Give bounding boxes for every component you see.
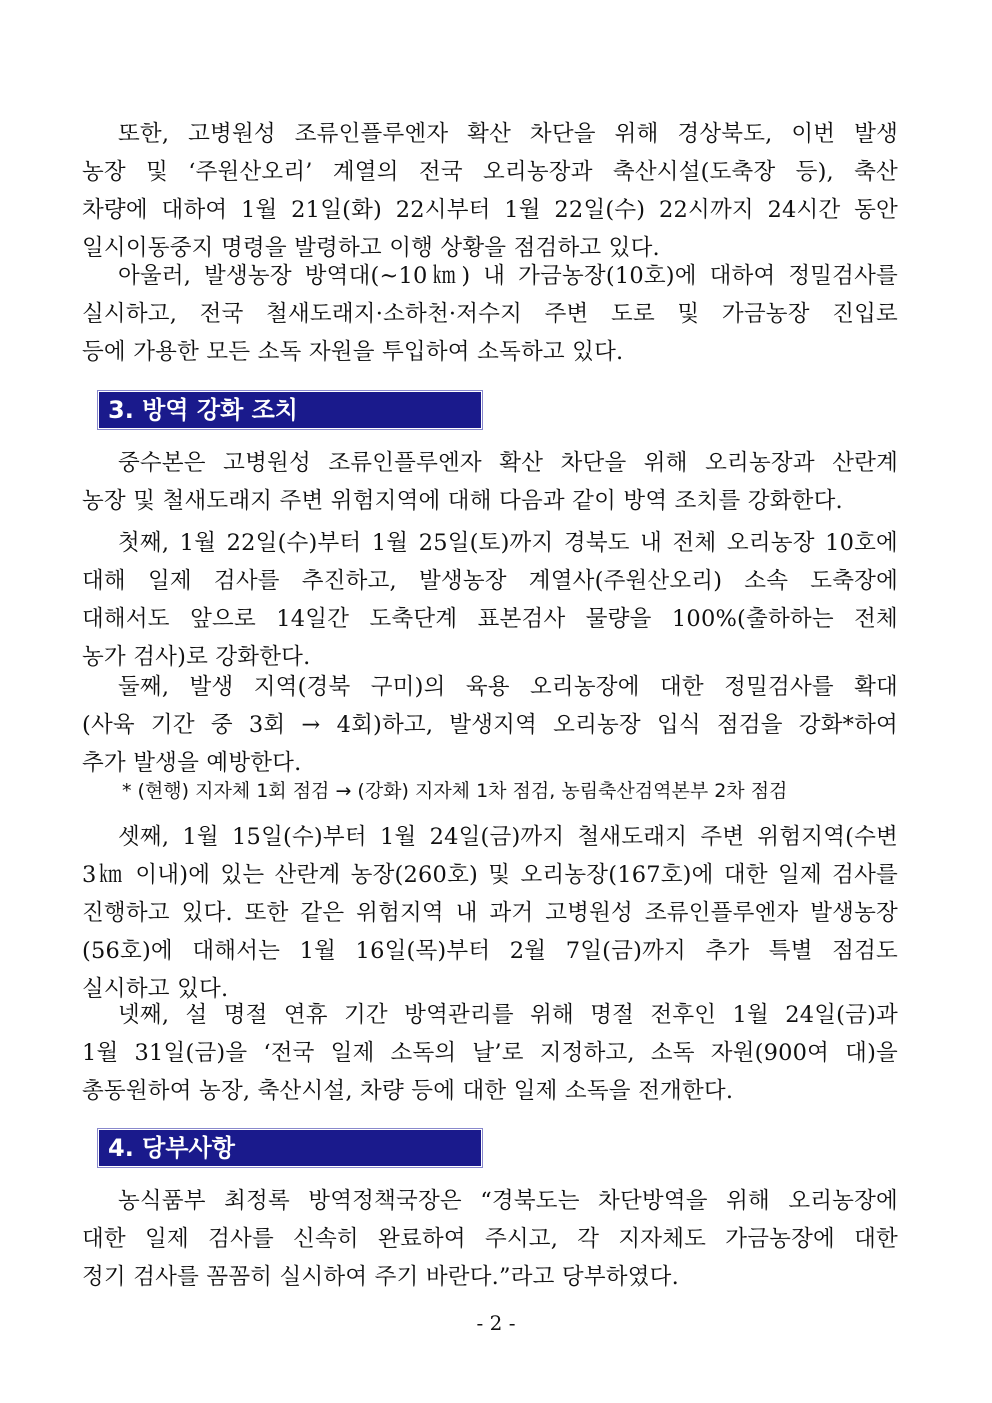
text-line: 진행하고 있다. 또한 같은 위험지역 내 과거 고병원성 조류인플루엔자 발생농장 — [82, 900, 898, 926]
text-line: 차량에 대하여 1월 21일(화) 22시부터 1월 22일(수) 22시까지 24시간 동안 — [82, 197, 898, 223]
paragraph-third — [82, 818, 898, 1008]
text-line: 대해 일제 검사를 추진하고, 발생농장 계열사(주원산오리) 소속 도축장에 — [82, 568, 898, 594]
text-line: 농식품부 최정록 방역정책국장은 “경북도는 차단방역을 위해 오리농장에 — [118, 1188, 898, 1214]
page-number: - 2 - — [476, 1311, 516, 1335]
text-line: 대해서도 앞으로 14일간 도축단계 표본검사 물량을 100%(출하하는 전체 — [82, 606, 898, 632]
section-3-heading — [97, 390, 483, 430]
paragraph-disinfection — [82, 257, 898, 371]
text-line: 넷째, 설 명절 연휴 기간 방역관리를 위해 명절 전후인 1월 24일(금)과 — [118, 1002, 898, 1028]
text-line: 실시하고 있다. — [82, 976, 229, 1002]
paragraph-movement-ban — [82, 115, 898, 267]
text-line: 정기 검사를 꼼꼼히 실시하여 주기 바란다.”라고 당부하였다. — [82, 1264, 679, 1290]
text-line: 또한, 고병원성 조류인플루엔자 확산 차단을 위해 경상북도, 이번 발생 — [118, 121, 898, 147]
text-line: (사육 기간 중 3회 → 4회)하고, 발생지역 오리농장 입식 점검을 강화*하여 — [82, 712, 898, 738]
text-line: 중수본은 고병원성 조류인플루엔자 확산 차단을 위해 오리농장과 산란계 — [118, 450, 898, 476]
text-line: 추가 발생을 예방한다. — [82, 750, 302, 776]
paragraph-first — [82, 524, 898, 676]
section-3-title: 3. 방역 강화 조치 — [108, 396, 298, 424]
footnote: * (현행) 지자체 1회 점검 → (강화) 지자체 1차 점검, 농림축산검역본부 2차 점검 — [122, 780, 788, 802]
text-line: 첫째, 1월 22일(수)부터 1월 25일(토)까지 경북도 내 전체 오리농장 10호에 — [118, 530, 898, 556]
text-line: 아울러, 발생농장 방역대(~10㎞) 내 가금농장(10호)에 대하여 정밀검사를 — [118, 263, 898, 289]
text-line: 일시이동중지 명령을 발령하고 이행 상황을 점검하고 있다. — [82, 235, 660, 261]
text-line: 등에 가용한 모든 소독 자원을 투입하여 소독하고 있다. — [82, 339, 624, 365]
text-line: 3㎞ 이내)에 있는 산란계 농장(260호) 및 오리농장(167호)에 대한 일제 검사를 — [82, 862, 898, 888]
text-line: 둘째, 발생 지역(경북 구미)의 육용 오리농장에 대한 정밀검사를 확대 — [118, 674, 898, 700]
text-line: 셋째, 1월 15일(수)부터 1월 24일(금)까지 철새도래지 주변 위험지역(수변 — [118, 824, 898, 850]
text-line: 대한 일제 검사를 신속히 완료하여 주시고, 각 지자체도 가금농장에 대한 — [82, 1226, 898, 1252]
text-line: 실시하고, 전국 철새도래지·소하천·저수지 주변 도로 및 가금농장 진입로 — [82, 301, 898, 327]
text-line: 농장 및 철새도래지 주변 위험지역에 대해 다음과 같이 방역 조치를 강화한다. — [82, 488, 843, 514]
section-4-title: 4. 당부사항 — [108, 1134, 235, 1162]
text-line: 1월 31일(금)을 ‘전국 일제 소독의 날’로 지정하고, 소독 자원(900여 대)을 — [82, 1040, 898, 1066]
paragraph-fourth — [82, 996, 898, 1110]
paragraph-intro — [82, 444, 898, 520]
paragraph-request — [82, 1182, 898, 1296]
text-line: 농가 검사)로 강화한다. — [82, 644, 311, 670]
paragraph-second — [82, 668, 898, 782]
text-line: 총동원하여 농장, 축산시설, 차량 등에 대한 일제 소독을 전개한다. — [82, 1078, 734, 1104]
section-4-heading — [97, 1128, 483, 1168]
text-line: 농장 및 ‘주원산오리’ 계열의 전국 오리농장과 축산시설(도축장 등), 축산 — [82, 159, 898, 185]
text-line: (56호)에 대해서는 1월 16일(목)부터 2월 7일(금)까지 추가 특별 점검도 — [82, 938, 898, 964]
